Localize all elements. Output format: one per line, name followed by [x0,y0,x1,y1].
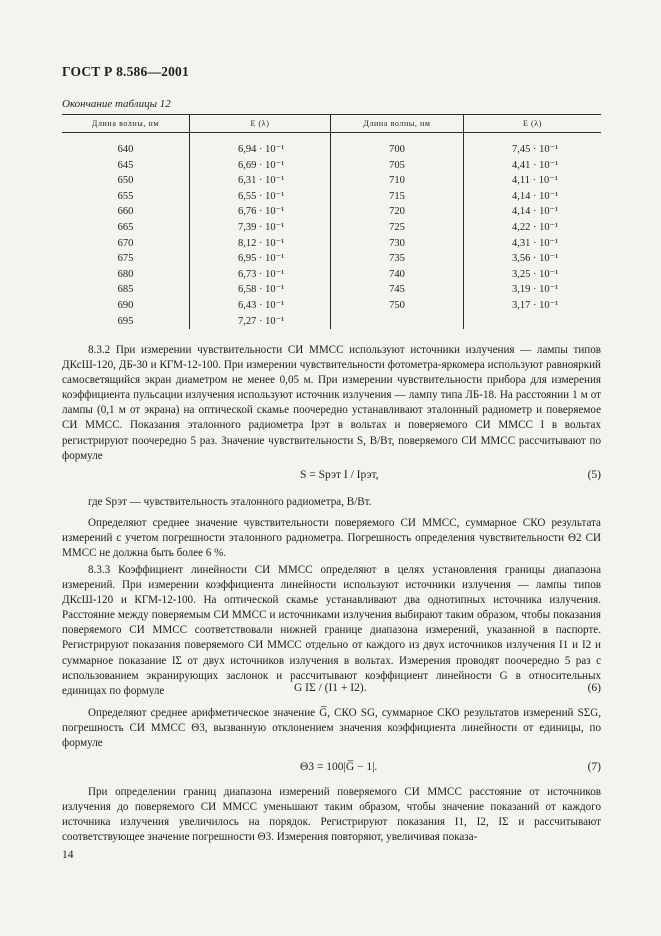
table-cell: 655 [62,189,190,205]
table-cell: 6,69 · 10⁻¹ [190,158,331,174]
table-cell: 685 [62,282,190,298]
table-cell: 645 [62,158,190,174]
table-cell: 710 [331,173,464,189]
table-cell: 6,94 · 10⁻¹ [190,133,331,158]
table-body [62,133,601,330]
table-cell: 690 [62,298,190,314]
table-row [62,298,601,314]
table-cell: 7,39 · 10⁻¹ [190,220,331,236]
page-number: 14 [62,849,74,861]
paragraph: Определяют среднее значение чувствительности поверяемого СИ ММСС, суммарное СКО результата измерений с учетом погрешности эталонного радиометра. Погрешность определения чувствительности Θ2 СИ ММСС не должна быть более 6 %. [62,517,601,560]
table-cell: 4,31 · 10⁻¹ [512,237,559,249]
table-cell: 4,14 · 10⁻¹ [512,206,559,218]
table-cell: 640 [62,133,190,158]
table-cell: 6,43 · 10⁻¹ [190,298,331,314]
table-cell: 6,95 · 10⁻¹ [190,251,331,267]
table-cell: 650 [62,173,190,189]
table-row [62,251,601,267]
paragraph-mean-sensitivity [62,516,601,561]
paragraph-8-3-3 [62,563,601,699]
paragraph: где Sрэт — чувствительность эталонного радиометра, В/Вт. [88,496,372,508]
table-cell: 4,41 · 10⁻¹ [512,159,559,171]
table-cell: 6,55 · 10⁻¹ [190,189,331,205]
formula-number: (6) [587,682,601,694]
table-cell: 6,73 · 10⁻¹ [190,267,331,283]
paragraph-range-limits [62,785,601,845]
paragraph-mean-linearity [62,706,601,751]
table-cell: 730 [331,236,464,252]
table-cell: 715 [331,189,464,205]
paragraph: При определении границ диапазона измерений поверяемого СИ ММСС расстояние от источников излучения до поверяемого СИ ММСС уменьшают таким образом, чтобы значение показаний от каждого источника излучения увеличилось на порядок. Регистрируют показания I1, I2, IΣ и рассчитывают соответствующее значение погрешности Θ3. Измерения повторяют, увеличивая показа- [62,786,601,844]
table-cell: 680 [62,267,190,283]
table-cell: 7,45 · 10⁻¹ [512,144,559,155]
table-cell: 3,25 · 10⁻¹ [512,268,559,280]
table-cell: 3,56 · 10⁻¹ [512,253,559,265]
table-header-row [62,115,601,133]
table-row [62,314,601,330]
table-cell: 660 [62,204,190,220]
table-cell: 720 [331,204,464,220]
table-cell: 745 [331,282,464,298]
table-cell: 6,58 · 10⁻¹ [190,282,331,298]
table-row [62,158,601,174]
formula: S = Sрэт I / Iрэт, [300,469,379,481]
table-row [62,133,601,158]
table-cell: 3,17 · 10⁻¹ [512,299,559,311]
table-cell: 7,27 · 10⁻¹ [190,314,331,330]
table-row [62,267,601,283]
formula: Θ3 = 100|G̅ − 1|. [300,761,378,773]
table-caption: Окончание таблицы 12 [62,98,171,110]
formula: G IΣ / (I1 + I2). [294,682,367,694]
table-cell: 675 [62,251,190,267]
paragraph: 8.3.2 При измерении чувствительности СИ ММСС используют источники излучения — лампы типов ДКсШ-120, ДБ-30 и КГМ-12-100. При измерении чувствительности фотометра-яркомера используют равнояркий самосветящийся экран диаметром не менее 0,05 м. При измерении чувствительности прибора для измерения коэффициента пульсации излучения используют источник излучения — лампу типа ЛБ-18. На расстоянии 1 м от лампы (0,1 м от экрана) на оптической скамье поочередно устанавливают эталонный радиометр и поверяемое СИ ММСС. Показания эталонного радиометра Iрэт в вольтах и поверяемого СИ ММСС I в вольтах регистрируют поочередно 5 раз. Значение чувствительности S, В/Вт, поверяемого СИ ММСС рассчитывают по формуле [62,344,601,462]
table-cell: 8,12 · 10⁻¹ [190,236,331,252]
paragraph: Определяют среднее арифметическое значение G̅, СКО SG, суммарное СКО результатов измерений SΣG, погрешность СИ ММСС Θ3, вызванную отклонением значения коэффициента линейности от единицы, по формуле [62,707,601,750]
table-cell: 740 [331,267,464,283]
table-cell: 665 [62,220,190,236]
table-cell: 705 [331,158,464,174]
table-row [62,204,601,220]
table-cell [331,314,464,330]
column-header: Длина волны, нм [331,115,464,133]
table-row [62,220,601,236]
formula-number: (5) [587,469,601,481]
table-cell: 750 [331,298,464,314]
table-row [62,173,601,189]
table-cell: 670 [62,236,190,252]
table-cell: 3,19 · 10⁻¹ [512,284,559,296]
data-table [62,114,601,329]
table-row [62,189,601,205]
table-cell: 4,14 · 10⁻¹ [512,190,559,202]
paragraph: 8.3.3 Коэффициент линейности СИ ММСС определяют в целях установления границы диапазона измерений. При измерении коэффициента линейности используют источники излучения — лампы типов ДКсШ-120 и КГМ-12-100. На оптической скамье устанавливают два однотипных источника излучения. Расстояние между поверяемым СИ ММСС и источниками излучения выбирают таким образом, чтобы показания поверяемого СИ ММСС соответствовали нижней границе диапазона измерений, указанной в паспорте. Регистрируют показания поверяемого СИ ММСС отдельно от каждого из двух источников излучения I1 и I2 и суммарное показание IΣ от двух источников излучения в вольтах. Измерения проводят поочередно 5 раз с использованием экранирующих заслонок и рассчитывают коэффициент линейности G в относительных единицах по формуле [62,564,601,697]
table-row [62,282,601,298]
table-cell: 735 [331,251,464,267]
paragraph-where [62,495,601,510]
table-cell: 4,22 · 10⁻¹ [512,221,559,233]
document-header: ГОСТ Р 8.586—2001 [62,64,189,79]
table-cell: 725 [331,220,464,236]
column-header: E (λ) [190,115,331,133]
table-cell: 6,76 · 10⁻¹ [190,204,331,220]
table-cell: 6,31 · 10⁻¹ [190,173,331,189]
table-cell: 695 [62,314,190,330]
column-header: E (λ) [464,115,602,133]
formula-number: (7) [587,761,601,773]
table-cell [464,314,602,330]
table-row [62,236,601,252]
table-cell: 700 [331,133,464,158]
column-header: Длина волны, нм [62,115,190,133]
table-cell: 4,11 · 10⁻¹ [512,175,558,187]
paragraph-8-3-2 [62,343,601,464]
